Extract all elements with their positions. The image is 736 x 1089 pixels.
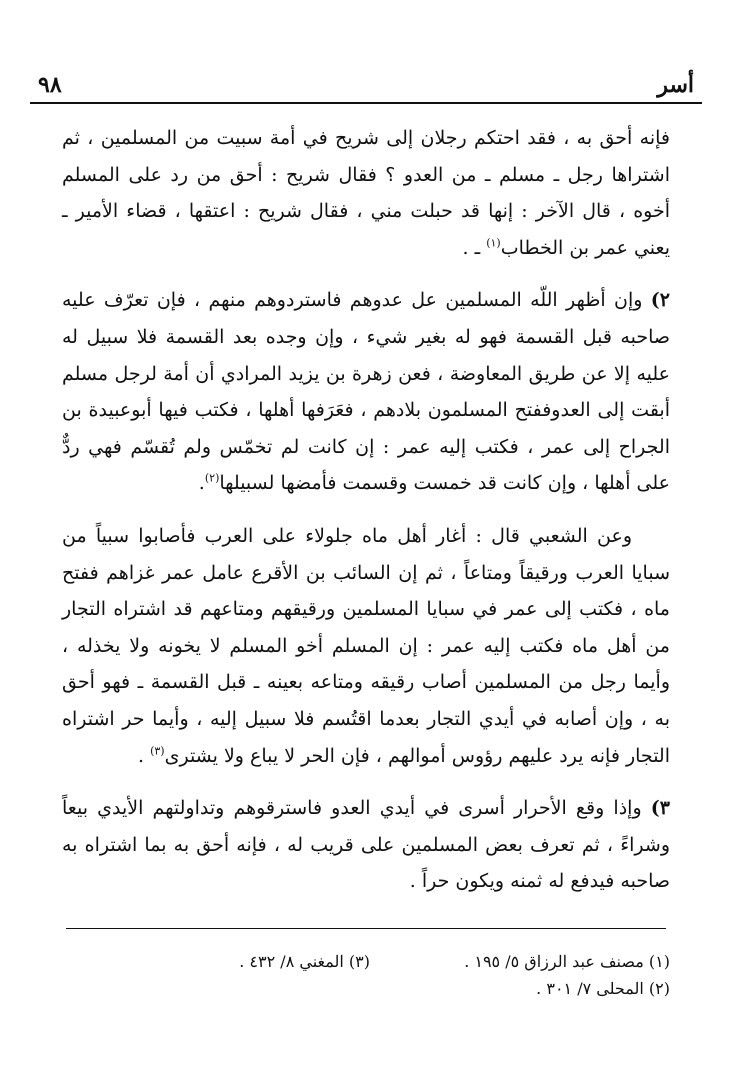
footnote-2: (٢) المحلى ٧/ ٣٠١ . bbox=[536, 979, 670, 998]
paragraph-tail: ـ . bbox=[462, 236, 487, 259]
footnote-3: (٣) المغني ٨/ ٤٣٢ . bbox=[239, 952, 370, 971]
paragraph-tail: . bbox=[198, 472, 205, 495]
footnote-row bbox=[62, 975, 670, 1002]
paragraph-text: وإن أظهر اللّه المسلمين عل عدوهم فاستردوهم منهم ، فإن تعرّف عليه صاحبه قبل القسمة فهو له بغير شيء ، وإن وجده بعد القسمة فلا سبيل له عليه إلا عن طريق المعاوضة ، فعن زهرة بن يزيد المرادي أن أمة لرجل مسلم أبقت إلى العدوففتح المسلمون بلادهم ، فعَرَفها أهلها ، فكتب فيها أبوعبيدة بن الجراح إلى عمر ، فكتب إليه عمر : إن كانت لم تخمّس ولم تُقسّم فهي ردٌّ على أهلها ، وإن كانت قد خمست وقسمت فأمضها لسبيلها bbox=[62, 289, 670, 495]
page-number: ٩٨ bbox=[38, 72, 62, 98]
paragraph-item-2 bbox=[62, 282, 670, 502]
footnote-row bbox=[62, 948, 670, 975]
footnote-1: (١) مصنف عبد الرزاق ٥/ ١٩٥ . bbox=[464, 952, 670, 971]
footnote-ref: (١) bbox=[486, 236, 501, 250]
footnote-ref: (٣) bbox=[150, 744, 165, 758]
paragraph-text: وعن الشعبي قال : أغار أهل ماه جلولاء على العرب فأصابوا سبياً من سبايا العرب ورقيقاً ومتاعاً ، ثم إن السائب بن الأقرع عامل عمر غزاهم ففتح ماه ، فكتب إلى عمر في سبايا المسلمين ورقيقهم ومتاعهم قد اشتراه التجار من أهل ماه فكتب إليه عمر : إن المسلم أخو المسلم لا يخونه ولا يخذله ، وأيما رجل من المسلمين أصاب رقيقه ومتاعه بعينه ـ قبل القسمة ـ فهو أحق به ، وإن أصابه في أيدي التجار بعدما اقتُسم فلا سبيل إليه ، وأيما حر اشتراه التجار فإنه يرد عليهم رؤوس أموالهم ، فإن الحر لا يباع ولا يشترى bbox=[62, 524, 670, 767]
footnote-ref: (٢) bbox=[204, 472, 220, 486]
paragraph-tail: . bbox=[137, 744, 151, 767]
page-header bbox=[30, 70, 702, 104]
footnote-rule bbox=[66, 928, 666, 929]
header-rule bbox=[30, 102, 702, 104]
paragraph-shabi bbox=[62, 518, 670, 774]
item-number: ٣) bbox=[650, 797, 670, 820]
running-head: أسر bbox=[657, 72, 694, 98]
paragraph-text: فإنه أحق به ، فقد احتكم رجلان إلى شريح في أمة سبيت من المسلمين ، ثم اشتراها رجل ـ مسلم ـ من العدو ؟ فقال شريح : أحق من رد على المسلم أخوه ، قال الآخر : إنها قد حبلت مني ، فقال شريح : اعتقها ، قضاء الأمير ـ يعني عمر بن الخطاب bbox=[62, 127, 670, 259]
paragraph-item-3 bbox=[62, 790, 670, 900]
paragraph-text: وإذا وقع الأحرار أسرى في أيدي العدو فاسترقوهم وتداولتهم الأيدي بيعاً وشراءً ، ثم تعرف بعض المسلمين على قريب له ، فإنه أحق به بما اشتراه به صاحبه فيدفع له ثمنه ويكون حراً . bbox=[62, 797, 670, 893]
item-number: ٢) bbox=[650, 289, 670, 312]
paragraph-continuation bbox=[62, 120, 670, 266]
body-text bbox=[62, 120, 670, 900]
footnotes bbox=[62, 948, 670, 1002]
